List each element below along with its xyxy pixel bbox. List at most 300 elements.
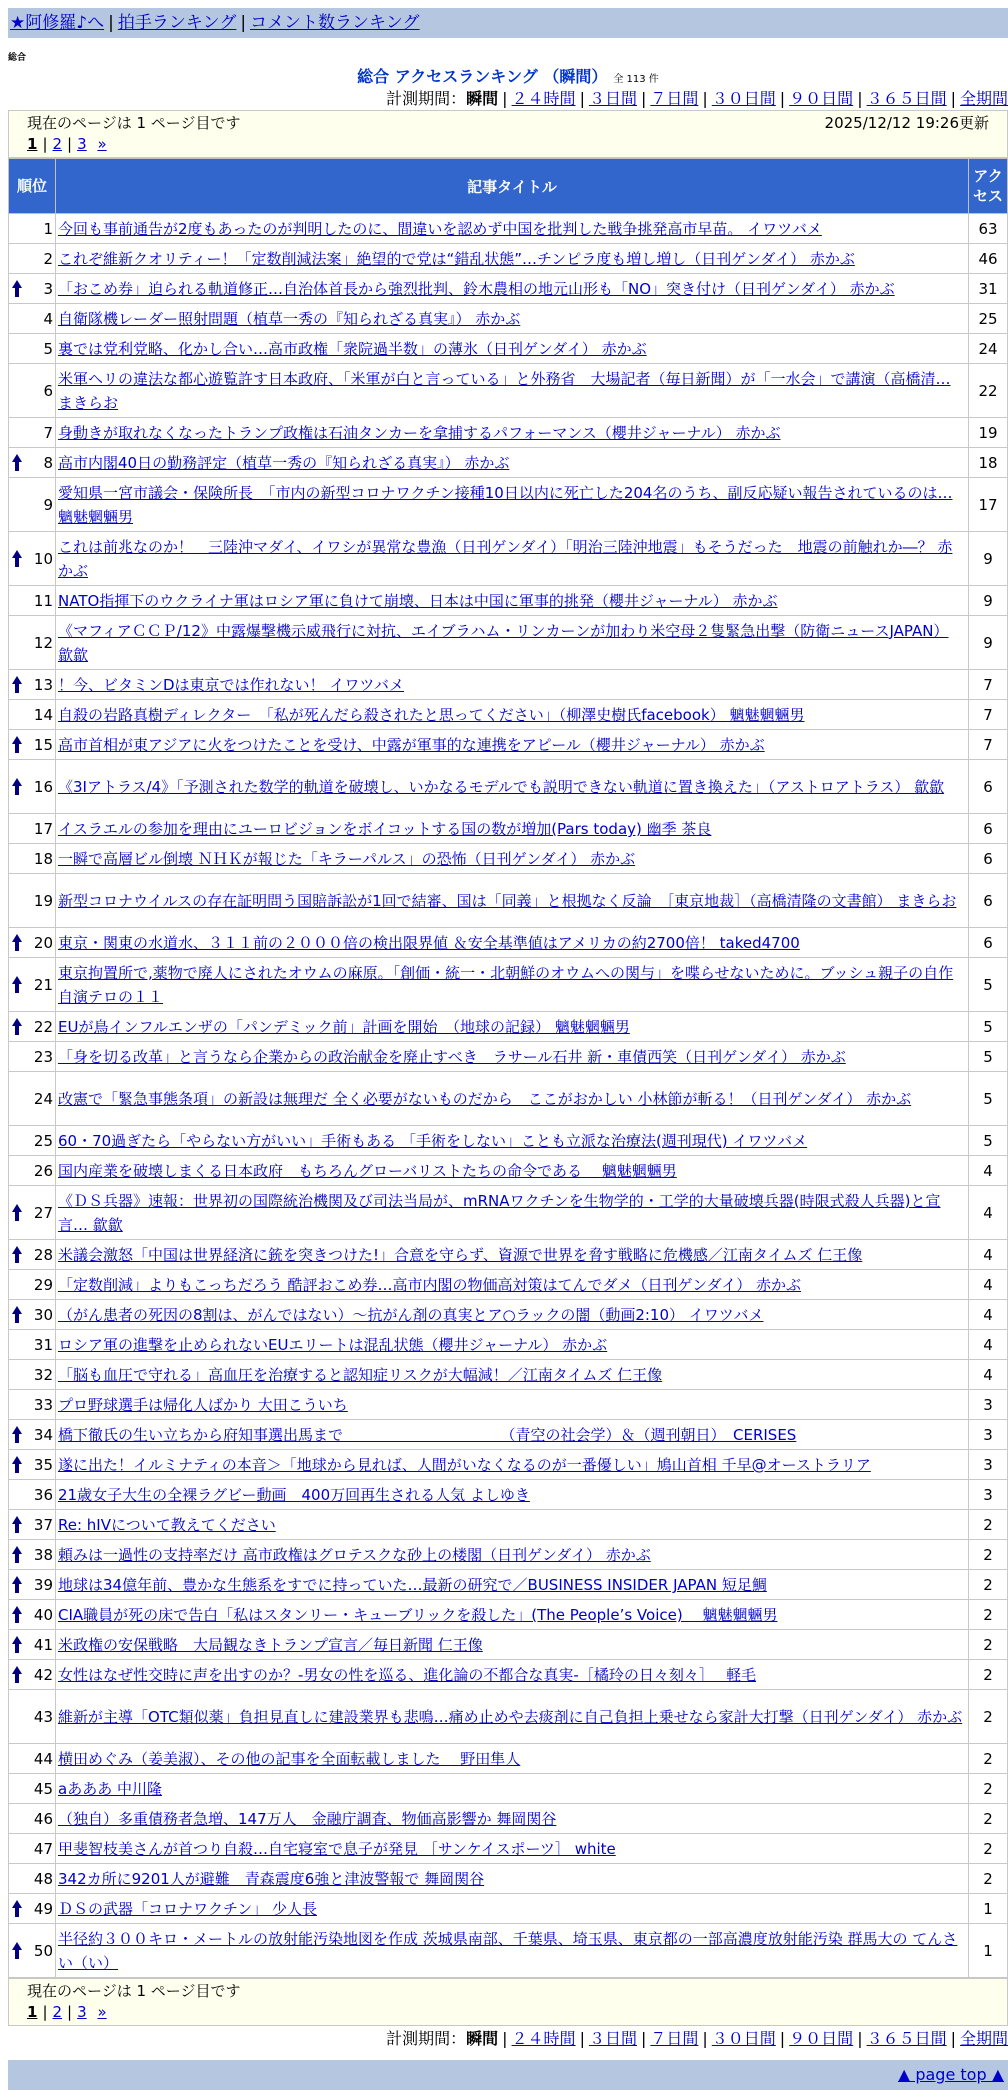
period-separator: | [640, 2029, 647, 2048]
period-option[interactable]: ３６５日間 [866, 89, 947, 108]
rank-cell [9, 928, 56, 958]
period-separator: | [857, 89, 863, 108]
title-cell [56, 1804, 969, 1834]
period-option[interactable]: ２４時間 [511, 89, 576, 108]
rank-cell [9, 478, 56, 532]
table-row [9, 1744, 1008, 1774]
article-link[interactable]: CIA職員が死の床で告白「私はスタンリー・キューブリックを殺した」(The People’s Voice) 魑魅魍魎男 [58, 1606, 778, 1624]
access-count: 2 [969, 1630, 1008, 1660]
comment-ranking-link[interactable]: コメント数ランキング [250, 13, 420, 33]
article-link[interactable]: 60・70過ぎたら「やらない方がいい」手術もある 「手術をしない」ことも立派な治療法(週刊現代) イワツバメ [58, 1132, 808, 1150]
period-separator: | [950, 2029, 956, 2048]
table-row [9, 1834, 1008, 1864]
title-cell [56, 1744, 969, 1774]
title-cell [56, 1012, 969, 1042]
rank-up-arrow-icon [12, 1246, 22, 1264]
access-count: 4 [969, 1300, 1008, 1330]
page-link[interactable]: 3 [77, 135, 87, 153]
title-cell [56, 586, 969, 616]
period-option[interactable]: ３日間 [588, 2029, 637, 2048]
access-count: 46 [969, 244, 1008, 274]
title-cell [56, 1774, 969, 1804]
article-link[interactable]: 裏では党利党略、化かし合い…高市政権「衆院過半数」の薄氷（日刊ゲンダイ） 赤かぶ [58, 340, 647, 358]
rank-up-arrow-icon [12, 1636, 22, 1654]
updated-timestamp: 2025/12/12 19:26更新 [824, 114, 989, 132]
rank-cell [9, 448, 56, 478]
rank-number: 7 [43, 423, 53, 442]
table-row [9, 1156, 1008, 1186]
title-cell [56, 844, 969, 874]
article-link[interactable]: イスラエルの参加を理由にユーロビジョンをボイコットする国の数が増加(Pars today) 幽季 茶良 [58, 820, 712, 838]
access-count: 4 [969, 1270, 1008, 1300]
pager-status [27, 1981, 989, 2001]
table-row [9, 1804, 1008, 1834]
access-header: アクセス [969, 159, 1008, 214]
title-cell [56, 670, 969, 700]
rank-cell [9, 1300, 56, 1330]
period-option[interactable]: ９０日間 [789, 2029, 854, 2048]
title-cell [56, 1126, 969, 1156]
access-count: 2 [969, 1540, 1008, 1570]
total-count: 全 113 件 [613, 74, 659, 85]
article-link[interactable]: 東京拘置所で,薬物で廃人にされたオウムの麻原。「創価・統一・北朝鮮のオウムへの関与」を喋らせないために。ブッシュ親子の自作自演テロの１１ [58, 963, 954, 1006]
table-row [9, 586, 1008, 616]
table-row [9, 1390, 1008, 1420]
title-cell [56, 274, 969, 304]
article-link[interactable]: 高市首相が東アジアに火をつけたことを受け、中露が軍事的な連携をアピール（櫻井ジャーナル） 赤かぶ [58, 736, 765, 754]
article-link[interactable]: 甲斐智枝美さんが首つり自殺…自宅寝室で息子が発見 ［サンケイスポーツ］ white [58, 1840, 616, 1858]
access-count: 2 [969, 1660, 1008, 1690]
title-cell [56, 418, 969, 448]
title-cell [56, 874, 969, 928]
table-row [9, 1330, 1008, 1360]
access-count: 4 [969, 1186, 1008, 1240]
table-row [9, 1072, 1008, 1126]
article-link[interactable]: 米軍ヘリの違法な都心遊覧許す日本政府、「米軍が白と言っている」と外務省 大場記者（毎日新聞）が「一水会」で講演（高橋清… まきらお [58, 369, 951, 412]
title-cell [56, 1240, 969, 1270]
rank-cell [9, 1630, 56, 1660]
article-link[interactable]: 頼みは一過性の支持率だけ 高市政権はグロテスクな砂上の楼閣（日刊ゲンダイ） 赤かぶ [58, 1546, 651, 1564]
title-cell [56, 1360, 969, 1390]
rank-cell [9, 844, 56, 874]
title-cell [56, 334, 969, 364]
nav-separator: | [108, 13, 114, 33]
article-link[interactable]: 女性はなぜ性交時に声を出すのか？-男女の性を巡る、進化論の不都合な真実-［橘玲の日々刻々］ 軽毛 [58, 1666, 757, 1684]
access-count: 7 [969, 670, 1008, 700]
article-link[interactable]: 改憲で「緊急事態条項」の新設は無理だ 全く必要がないものだから ここがおかしい 小林節が斬る！（日刊ゲンダイ） 赤かぶ [58, 1089, 912, 1108]
rank-header: 順位 [9, 159, 56, 214]
period-option[interactable]: 全期間 [959, 2029, 1008, 2048]
period-separator: | [502, 89, 508, 108]
rank-cell [9, 1570, 56, 1600]
table-row [9, 1924, 1008, 1978]
section-tag: 総合 [8, 53, 27, 63]
rank-up-arrow-icon [12, 280, 22, 298]
table-row [9, 418, 1008, 448]
title-cell [56, 1480, 969, 1510]
title-cell [56, 214, 969, 244]
table-row [9, 1480, 1008, 1510]
title-cell [56, 1300, 969, 1330]
table-row [9, 1300, 1008, 1330]
article-link[interactable]: 今回も事前通告が2度もあったのが判明したのに、間違いを認めず中国を批判した戦争挑発高市早苗。 イワツバメ [58, 220, 822, 238]
rank-cell [9, 1270, 56, 1300]
article-link[interactable]: 自殺の岩路真樹ディレクター 「私が死んだら殺されたと思ってください」（柳澤史樹氏facebook） 魑魅魍魎男 [58, 706, 805, 724]
access-count: 5 [969, 958, 1008, 1012]
rank-number: 35 [33, 1455, 53, 1474]
page-link[interactable]: 3 [77, 2003, 87, 2021]
access-count: 6 [969, 928, 1008, 958]
title-cell [56, 1570, 969, 1600]
next-page-link[interactable]: » [97, 2003, 107, 2021]
title-cell [56, 1420, 969, 1450]
article-link[interactable]: 愛知県一宮市議会・保険所長 「市内の新型コロナワクチン接種10日以内に死亡した204名のうち、副反応疑い報告されているのは… 魑魅魍魎男 [58, 483, 953, 526]
article-link[interactable]: 新型コロナウイルスの存在証明問う国賠訴訟が1回で結審、国は「同義」と根拠なく反論 ［東京地裁］（高橋清隆の文書館） まきらお [58, 891, 957, 910]
period-option[interactable]: ７日間 [650, 89, 699, 108]
table-row [9, 1360, 1008, 1390]
article-link[interactable]: 身動きが取れなくなったトランプ政権は石油タンカーを拿捕するパフォーマンス（櫻井ジャーナル） 赤かぶ [58, 424, 781, 442]
period-separator: | [579, 89, 585, 108]
rank-number: 8 [43, 453, 53, 472]
article-link[interactable]: 一瞬で高層ビル倒壊 ＮＨＫが報じた「キラーパルス」の恐怖（日刊ゲンダイ） 赤かぶ [58, 850, 636, 868]
rank-cell [9, 874, 56, 928]
rank-up-arrow-icon [12, 1456, 22, 1474]
table-row [9, 1012, 1008, 1042]
access-count: 6 [969, 874, 1008, 928]
period-option[interactable]: ３６５日間 [866, 2029, 947, 2048]
title-cell [56, 1510, 969, 1540]
period-option[interactable]: ２４時間 [511, 2029, 576, 2048]
rank-number: 11 [33, 591, 53, 610]
table-row [9, 1690, 1008, 1744]
rank-cell [9, 700, 56, 730]
access-count: 4 [969, 1330, 1008, 1360]
title-cell [56, 532, 969, 586]
period-option[interactable]: ７日間 [650, 2029, 699, 2048]
table-row [9, 274, 1008, 304]
title-cell [56, 448, 969, 478]
rank-up-arrow-icon [12, 934, 22, 952]
article-link[interactable]: 半径約３００キロ・メートルの放射能汚染地図を作成 茨城県南部、千葉県、埼玉県、東京都の一部高濃度放射能汚染 群馬大の てんさい（い） [58, 1929, 958, 1972]
rank-up-arrow-icon [12, 1576, 22, 1594]
page-link[interactable]: 2 [52, 2003, 63, 2021]
article-link[interactable]: 「おこめ券」迫られる軌道修正…自治体首長から強烈批判、鈴木農相の地元山形も「NO」突き付け（日刊ゲンダイ） 赤かぶ [58, 280, 895, 298]
article-link[interactable]: Re: hIVについて教えてください [58, 1516, 276, 1534]
table-row [9, 448, 1008, 478]
access-count: 2 [969, 1744, 1008, 1774]
table-row [9, 814, 1008, 844]
title-cell [56, 814, 969, 844]
title-cell [56, 1390, 969, 1420]
period-separator: | [579, 2029, 585, 2048]
rank-up-arrow-icon [12, 736, 22, 754]
article-link[interactable]: 横田めぐみ（姜美淑）、その他の記事を全面転載しました 野田隼人 [58, 1750, 521, 1768]
rank-number: 46 [33, 1809, 53, 1828]
article-link[interactable]: 「脳も血圧で守れる」高血圧を治療すると認知症リスクが大幅減！／江南タイムズ 仁王像 [58, 1366, 663, 1384]
article-link[interactable]: 《3Iアトラス/4》「予測された数学的軌道を破壊し、いかなるモデルでも説明できない軌道に置き換えた」（アストロアトラス） 歙歙 [58, 777, 945, 796]
rank-cell [9, 274, 56, 304]
rank-cell [9, 958, 56, 1012]
rank-number: 16 [33, 777, 53, 796]
rank-cell [9, 364, 56, 418]
article-link[interactable]: ！今、ビタミンDは東京では作れない！ イワツバメ [58, 676, 405, 694]
rank-number: 50 [33, 1941, 53, 1960]
rank-up-arrow-icon [12, 976, 22, 994]
period-option[interactable]: ３０日間 [711, 2029, 776, 2048]
rank-cell [9, 334, 56, 364]
rank-up-arrow-icon [12, 1204, 22, 1222]
title-cell [56, 616, 969, 670]
rank-cell [9, 760, 56, 814]
rank-number: 13 [33, 675, 53, 694]
article-link[interactable]: 《ＤＳ兵器》速報：世界初の国際統治機関及び司法当局が、mRNAワクチンを生物学的・工学的大量破壊兵器(時限式殺人兵器)と宣言… 歙歙 [58, 1191, 941, 1234]
home-link[interactable]: ★阿修羅♪へ [10, 13, 105, 33]
page-separator: | [67, 135, 73, 153]
rank-cell [9, 730, 56, 760]
title-cell [56, 730, 969, 760]
rank-cell [9, 1390, 56, 1420]
rank-number: 15 [33, 735, 53, 754]
rank-cell [9, 304, 56, 334]
rank-number: 41 [33, 1635, 53, 1654]
table-row [9, 1570, 1008, 1600]
table-row [9, 928, 1008, 958]
period-separator: | [779, 89, 786, 108]
rank-cell [9, 586, 56, 616]
title-cell [56, 1894, 969, 1924]
article-link[interactable]: aあああ 中川隆 [58, 1780, 162, 1798]
rank-cell [9, 1330, 56, 1360]
access-count: 5 [969, 1042, 1008, 1072]
access-count: 63 [969, 214, 1008, 244]
rank-cell [9, 1540, 56, 1570]
table-row [9, 532, 1008, 586]
rank-cell [9, 1690, 56, 1744]
rank-cell [9, 1744, 56, 1774]
rank-number: 5 [43, 339, 53, 358]
page-current: 1 [27, 135, 38, 153]
title-cell [56, 1600, 969, 1630]
article-link[interactable]: 遂に出た！イルミナティの本音＞「地球から見れば、人間がいなくなるのが一番優しい」鳩山首相 千早@オーストラリア [58, 1456, 871, 1474]
period-option[interactable]: 全期間 [959, 89, 1008, 108]
article-link[interactable]: 東京・関東の水道水、３１１前の２０００倍の検出限界値 ＆安全基準値はアメリカの約2700倍！ taked4700 [58, 934, 800, 952]
title-cell [56, 1450, 969, 1480]
rank-number: 33 [33, 1395, 53, 1414]
rank-up-arrow-icon [12, 454, 22, 472]
rank-cell [9, 214, 56, 244]
table-row [9, 1630, 1008, 1660]
rank-number: 48 [33, 1869, 53, 1888]
access-count: 2 [969, 1690, 1008, 1744]
rank-cell [9, 1012, 56, 1042]
table-row [9, 1660, 1008, 1690]
article-link[interactable]: NATO指揮下のウクライナ軍はロシア軍に負けて崩壊、日本は中国に軍事的挑発（櫻井ジャーナル） 赤かぶ [58, 592, 778, 610]
pager-status [27, 113, 989, 133]
rank-number: 1 [43, 219, 53, 238]
article-link[interactable]: 342カ所に9201人が避難 青森震度6強と津波警報で 舞岡関谷 [58, 1870, 485, 1888]
article-link[interactable]: （がん患者の死因の8割は、がんではない）～抗がん剤の真実とア○ラックの闇（動画2:10） イワツバメ [58, 1306, 764, 1324]
access-count: 7 [969, 730, 1008, 760]
bottom-bar [8, 2060, 1008, 2090]
rank-number: 24 [33, 1089, 53, 1108]
rank-up-arrow-icon [12, 1546, 22, 1564]
article-link[interactable]: プロ野球選手は帰化人ばかり 大田こういち [58, 1396, 348, 1414]
access-count: 2 [969, 1774, 1008, 1804]
period-option[interactable]: ３０日間 [711, 89, 776, 108]
article-link[interactable]: EUが鳥インフルエンザの「パンデミック前」計画を開始 （地球の記録） 魑魅魍魎男 [58, 1018, 630, 1036]
table-row [9, 1186, 1008, 1240]
period-separator: | [857, 2029, 863, 2048]
rank-number: 14 [33, 705, 53, 724]
rank-number: 32 [33, 1365, 53, 1384]
access-count: 5 [969, 1126, 1008, 1156]
title-cell [56, 1834, 969, 1864]
table-row [9, 958, 1008, 1012]
title-cell [56, 1042, 969, 1072]
table-row [9, 1270, 1008, 1300]
rank-cell [9, 1126, 56, 1156]
table-row [9, 214, 1008, 244]
rank-cell [9, 814, 56, 844]
page-top-link[interactable]: ▲ page top ▲ [897, 2065, 1004, 2084]
rank-number: 23 [33, 1047, 53, 1066]
pager-box [8, 110, 1008, 158]
page-separator: | [67, 2003, 73, 2021]
rank-number: 36 [33, 1485, 53, 1504]
rank-cell [9, 1660, 56, 1690]
access-count: 2 [969, 1600, 1008, 1630]
page-link[interactable]: 2 [52, 135, 63, 153]
rank-number: 21 [33, 975, 53, 994]
title-header: 記事タイトル [56, 159, 969, 214]
title-cell [56, 700, 969, 730]
rank-up-arrow-icon [12, 1606, 22, 1624]
rank-number: 18 [33, 849, 53, 868]
access-count: 3 [969, 1450, 1008, 1480]
access-count: 3 [969, 1420, 1008, 1450]
title-cell [56, 928, 969, 958]
article-link[interactable]: 橋下徹氏の生い立ちから府知事選出馬まで （青空の社会学）＆（週刊朝日） CERISES [58, 1426, 797, 1444]
access-count: 31 [969, 274, 1008, 304]
title-cell [56, 1864, 969, 1894]
page-title [8, 66, 1008, 88]
table-row [9, 1600, 1008, 1630]
rank-cell [9, 1774, 56, 1804]
period-option[interactable]: ３日間 [588, 89, 637, 108]
pagination [27, 133, 989, 155]
access-count: 2 [969, 1804, 1008, 1834]
title-cell [56, 244, 969, 274]
article-link[interactable]: （独自）多重債務者急増、147万人 金融庁調査、物価高影響か 舞岡関谷 [58, 1810, 557, 1828]
rank-number: 43 [33, 1707, 53, 1726]
table-row [9, 760, 1008, 814]
rank-cell [9, 1834, 56, 1864]
article-link[interactable]: 21歳女子大生の全裸ラグビー動画 400万回再生される人気 よしゆき [58, 1486, 530, 1504]
article-link[interactable]: 米政権の安保戦略 大局観なきトランプ宣言／毎日新聞 仁王像 [58, 1636, 483, 1654]
period-selector-bottom [8, 2028, 1008, 2050]
rank-cell [9, 244, 56, 274]
article-link[interactable]: 地球は34億年前、豊かな生態系をすでに持っていた…最新の研究で／BUSINESS INSIDER JAPAN 短足鯛 [58, 1576, 767, 1594]
article-link[interactable]: 維新が主導「OTC類似薬」負担見直しに建設業界も悲鳴…痛め止めや去痰剤に自己負担上乗せなら家計大打撃（日刊ゲンダイ） 赤かぶ [58, 1707, 963, 1726]
nav-separator: | [240, 13, 247, 33]
period-separator: | [950, 89, 956, 108]
title-cell [56, 1660, 969, 1690]
rank-cell [9, 1450, 56, 1480]
period-separator: | [502, 2029, 508, 2048]
rank-number: 31 [33, 1335, 53, 1354]
article-link[interactable]: ＤＳの武器「コロナワクチン」 少人長 [58, 1900, 318, 1918]
table-row [9, 670, 1008, 700]
rank-number: 27 [33, 1203, 53, 1222]
clap-ranking-link[interactable]: 拍手ランキング [117, 13, 237, 33]
title-cell [56, 304, 969, 334]
article-link[interactable]: ロシア軍の進撃を止められないEUエリートは混乱状態（櫻井ジャーナル） 赤かぶ [58, 1336, 608, 1354]
title-cell [56, 1186, 969, 1240]
access-count: 2 [969, 1510, 1008, 1540]
article-link[interactable]: これは前兆なのか！ 三陸沖マダイ、イワシが異常な豊漁（日刊ゲンダイ）「明治三陸沖地震」もそうだった 地震の前触れか―？ 赤かぶ [58, 537, 953, 580]
table-row [9, 1510, 1008, 1540]
rank-number: 38 [33, 1545, 53, 1564]
rank-number: 34 [33, 1425, 53, 1444]
title-cell [56, 1072, 969, 1126]
access-count: 22 [969, 364, 1008, 418]
table-row [9, 478, 1008, 532]
table-row [9, 1450, 1008, 1480]
table-row [9, 1126, 1008, 1156]
period-current: 瞬間 [466, 89, 499, 108]
rank-number: 9 [43, 495, 53, 514]
access-count: 4 [969, 1240, 1008, 1270]
article-link[interactable]: これぞ維新クオリティー！「定数削減法案」絶望的で党は“錯乱状態”…チンピラ度も増し増し（日刊ゲンダイ） 赤かぶ [58, 250, 855, 268]
pagination [27, 2001, 989, 2023]
rank-cell [9, 1072, 56, 1126]
article-link[interactable]: 高市内閣40日の勤務評定（植草一秀の『知られざる真実』） 赤かぶ [58, 454, 510, 472]
rank-cell [9, 532, 56, 586]
article-link[interactable]: 米議会激怒「中国は世界経済に銃を突きつけた!」合意を守らず、資源で世界を脅す戦略に危機感／江南タイムズ 仁王像 [58, 1246, 863, 1264]
rank-up-arrow-icon [12, 1018, 22, 1036]
period-label: 計測期間： [386, 2029, 467, 2048]
rank-number: 39 [33, 1575, 53, 1594]
rank-cell [9, 1600, 56, 1630]
title-cell [56, 958, 969, 1012]
article-link[interactable]: 「定数削減」よりもこっちだろう 酷評おこめ券…高市内閣の物価高対策はてんでダメ（日刊ゲンダイ） 赤かぶ [58, 1276, 802, 1294]
period-separator: | [779, 2029, 786, 2048]
period-option[interactable]: ９０日間 [789, 89, 854, 108]
period-separator: | [702, 2029, 708, 2048]
access-count: 9 [969, 532, 1008, 586]
access-count: 4 [969, 1360, 1008, 1390]
top-nav-bar [8, 8, 1008, 38]
period-selector [8, 88, 1008, 110]
article-link[interactable]: 国内産業を破壊しまくる日本政府 もちろんグローバリストたちの命令である 魑魅魍魎男 [58, 1162, 677, 1180]
access-count: 24 [969, 334, 1008, 364]
rank-number: 4 [43, 309, 53, 328]
article-link[interactable]: 自衛隊機レーダー照射問題（植草一秀の『知られざる真実』） 赤かぶ [58, 310, 521, 328]
next-page-link[interactable]: » [97, 135, 107, 153]
rank-cell [9, 1156, 56, 1186]
rank-number: 26 [33, 1161, 53, 1180]
rank-number: 49 [33, 1899, 53, 1918]
article-link[interactable]: 「身を切る改革」と言うなら企業からの政治献金を廃止すべき ラサール石井 新・車債西笑（日刊ゲンダイ） 赤かぶ [58, 1048, 846, 1066]
access-count: 9 [969, 586, 1008, 616]
rank-number: 44 [33, 1749, 53, 1768]
rank-up-arrow-icon [12, 1306, 22, 1324]
rank-number: 3 [43, 279, 53, 298]
title-cell [56, 1924, 969, 1978]
article-link[interactable]: 《マフィアＣＣＰ/12》中露爆撃機示威飛行に対抗、エイブラハム・リンカーンが加わり米空母２隻緊急出撃（防衛ニュースJAPAN） 歙歙 [58, 621, 949, 664]
rank-number: 47 [33, 1839, 53, 1858]
rank-cell [9, 670, 56, 700]
